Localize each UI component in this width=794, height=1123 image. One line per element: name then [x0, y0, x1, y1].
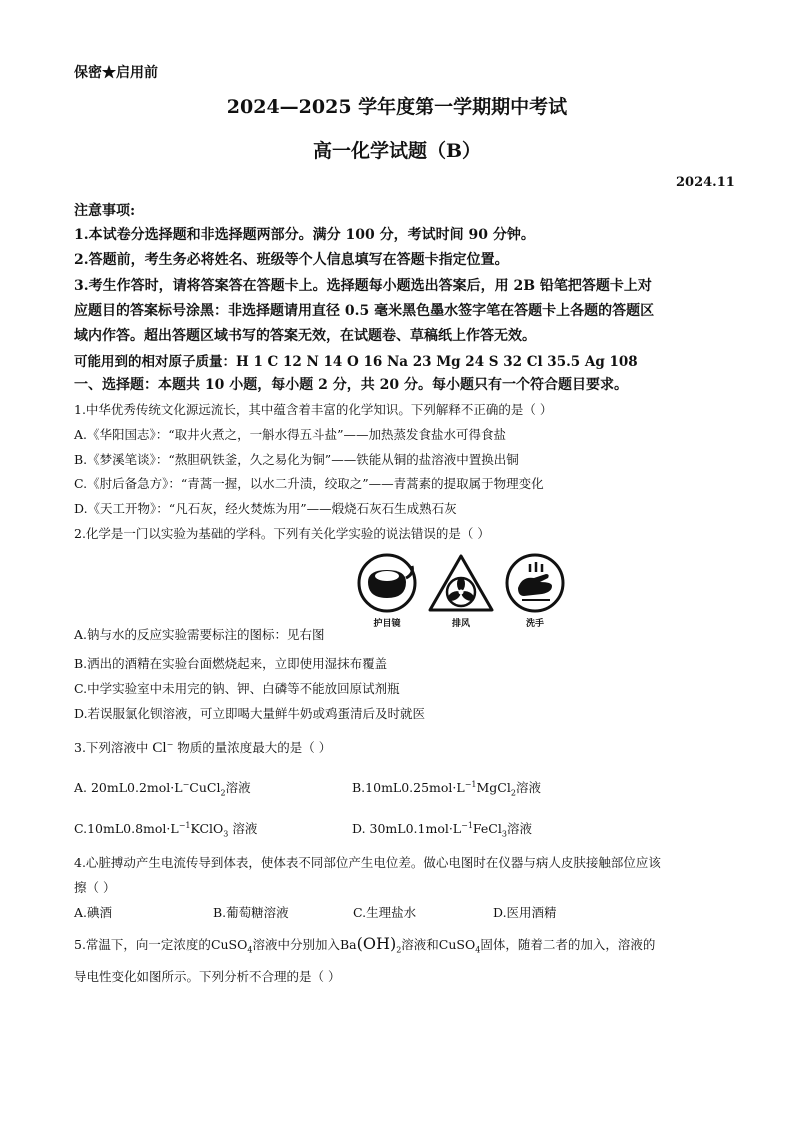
q3-c-solution: 溶液 [232, 821, 258, 836]
q2-stem: 2.化学是一门以实验为基础的学科。下列有关化学实验的说法错误的是（ ） [74, 526, 490, 541]
q3-option-d: D. $30mL0.1mol\cdot L^{-1}FeCl_3$溶液 [352, 820, 532, 839]
q3-c-amount: C.10mL0.8mol·L [74, 821, 179, 836]
q5-stem-line1: 5.常温下，向一定浓度的CuSO$_4$溶液中分别加入$Ba(OH)_2$溶液和CuSO$_4$固体，随着二者的加入，溶液的 [74, 934, 656, 955]
fan-icon [426, 552, 496, 630]
q3-stem: 3.下列溶液中 Cl− 物质的量浓度最大的是（ ） [74, 739, 332, 756]
safety-icons [352, 552, 564, 630]
q3-a-formula: CuCl [189, 780, 221, 795]
q2-option-d: D.若误服氯化钡溶液，可立即喝大量鲜牛奶或鸡蛋清后及时就医 [74, 706, 426, 721]
q3-d-solution: 溶液 [506, 821, 532, 836]
goggles-icon [352, 552, 422, 630]
confidential-label: 保密★启用前 [74, 65, 158, 81]
q3-a-solution: 溶液 [225, 780, 251, 795]
notice-item-3c: 域内作答。超出答题区域书写的答案无效，在试题卷、草稿纸上作答无效。 [74, 328, 536, 344]
q4-stem-line1: 4.心脏搏动产生电流传导到体表，使体表不同部位产生电位差。做心电图时在仪器与病人皮肤接触部位应该 [74, 855, 661, 870]
notice-item-3b: 应题目的答案标号涂黑：非选择题请用直径 0.5 毫米黑色墨水签字笔在答题卡上各题的答题区 [74, 303, 655, 319]
q5-text-3: 溶液和 [401, 937, 439, 952]
q3-a-amount: A. 20mL0.2mol·L [74, 780, 183, 795]
q5-text-1: 5.常温下，向一定浓度的 [74, 937, 211, 952]
exam-title: 2024—2025 学年度第一学期期中考试 [226, 96, 568, 118]
q4-option-a: A.碘酒 [74, 905, 113, 920]
q3-option-a: A. 20mL0.2mol·L−CuCl$_2$溶液 [74, 779, 251, 798]
q3-b-amount: B.10mL0.25mol·L [352, 780, 465, 795]
q3-stem-pre: 3.下列溶液中 [74, 740, 149, 755]
q3-b-formula: MgCl [476, 780, 511, 795]
q2-option-a: A.钠与水的反应实验需要标注的图标：见右图 [74, 627, 325, 642]
notice-item-1: 1.本试卷分选择题和非选择题两部分。满分 100 分，考试时间 90 分钟。 [74, 227, 535, 243]
q5-cuso4: CuSO [210, 937, 248, 952]
wash-hands-caption: 洗手 [525, 619, 544, 629]
q4-stem-line2: 擦（ ） [74, 880, 116, 895]
q3-option-b: $B.10mL0.25mol\cdot L^{-1}MgCl_2$溶液 [352, 779, 541, 798]
q1-stem: 1.中华优秀传统文化源远流长，其中蕴含着丰富的化学知识。下列解释不正确的是（ ） [74, 402, 553, 417]
notice-item-2: 2.答题前，考生务必将姓名、班级等个人信息填写在答题卡指定位置。 [74, 252, 509, 268]
q1-option-c: C.《肘后备急方》：“青蒿一握，以水二升渍，绞取之”——青蒿素的提取属于物理变化 [74, 476, 544, 491]
q1-option-d: D.《天工开物》：“凡石灰，经火焚炼为用”——煅烧石灰石生成熟石灰 [74, 501, 457, 516]
q3-d-amount: D. 30mL0.1mol·L [352, 821, 462, 836]
q1-option-b: B.《梦溪笔谈》：“熬胆矾铁釜，久之易化为铜”——铁能从铜的盐溶液中置换出铜 [74, 452, 519, 467]
q2-option-c: C.中学实验室中未用完的钠、钾、白磷等不能放回原试剂瓶 [74, 681, 400, 696]
atomic-masses: 可能用到的相对原子质量：H 1 C 12 N 14 O 16 Na 23 Mg 24 S 32 Cl 35.5 Ag 108 [74, 354, 638, 370]
exam-date: 2024.11 [676, 175, 735, 190]
notice-item-3a: 3.考生作答时，请将答案答在答题卡上。选择题每小题选出答案后，用 2B 铅笔把答题卡上对 [74, 278, 652, 294]
fan-caption: 排风 [451, 619, 470, 629]
q4-option-d: D.医用酒精 [493, 905, 557, 920]
q3-stem-post: 物质的量浓度最大的是（ ） [177, 740, 332, 755]
q5-text-2: 溶液中分别加入 [252, 937, 340, 952]
chloride-ion: Cl [152, 740, 167, 756]
wash-hands-icon [500, 552, 570, 630]
exam-subtitle: 高一化学试题（B） [312, 140, 482, 162]
q5-stem-line2: 导电性变化如图所示。下列分析不合理的是（ ） [74, 969, 341, 984]
q3-b-solution: 溶液 [515, 780, 541, 795]
q1-option-a: A.《华阳国志》：“取井火煮之，一斛水得五斗盐”——加热蒸发食盐水可得食盐 [74, 427, 507, 442]
q3-option-c: $C.10mL0.8mol\cdot L^{-1}KClO_3$ 溶液 [74, 820, 258, 839]
q3-c-formula: KClO [190, 821, 224, 836]
q5-cuso4-2: CuSO [438, 937, 476, 952]
q3-d-formula: FeCl [472, 821, 502, 836]
q4-option-b: B.葡萄糖溶液 [213, 905, 289, 920]
q4-option-c: C.生理盐水 [353, 905, 417, 920]
section-1-heading: 一、选择题：本题共 10 小题，每小题 2 分，共 20 分。每小题只有一个符合题目要求。 [74, 377, 628, 393]
q5-baoh: Ba [339, 937, 357, 952]
notice-heading: 注意事项: [74, 203, 136, 219]
q2-option-b: B.洒出的酒精在实验台面燃烧起来，立即使用湿抹布覆盖 [74, 656, 388, 671]
q5-text-4: 固体，随着二者的加入，溶液的 [480, 937, 656, 952]
goggles-caption: 护目镜 [373, 619, 401, 629]
